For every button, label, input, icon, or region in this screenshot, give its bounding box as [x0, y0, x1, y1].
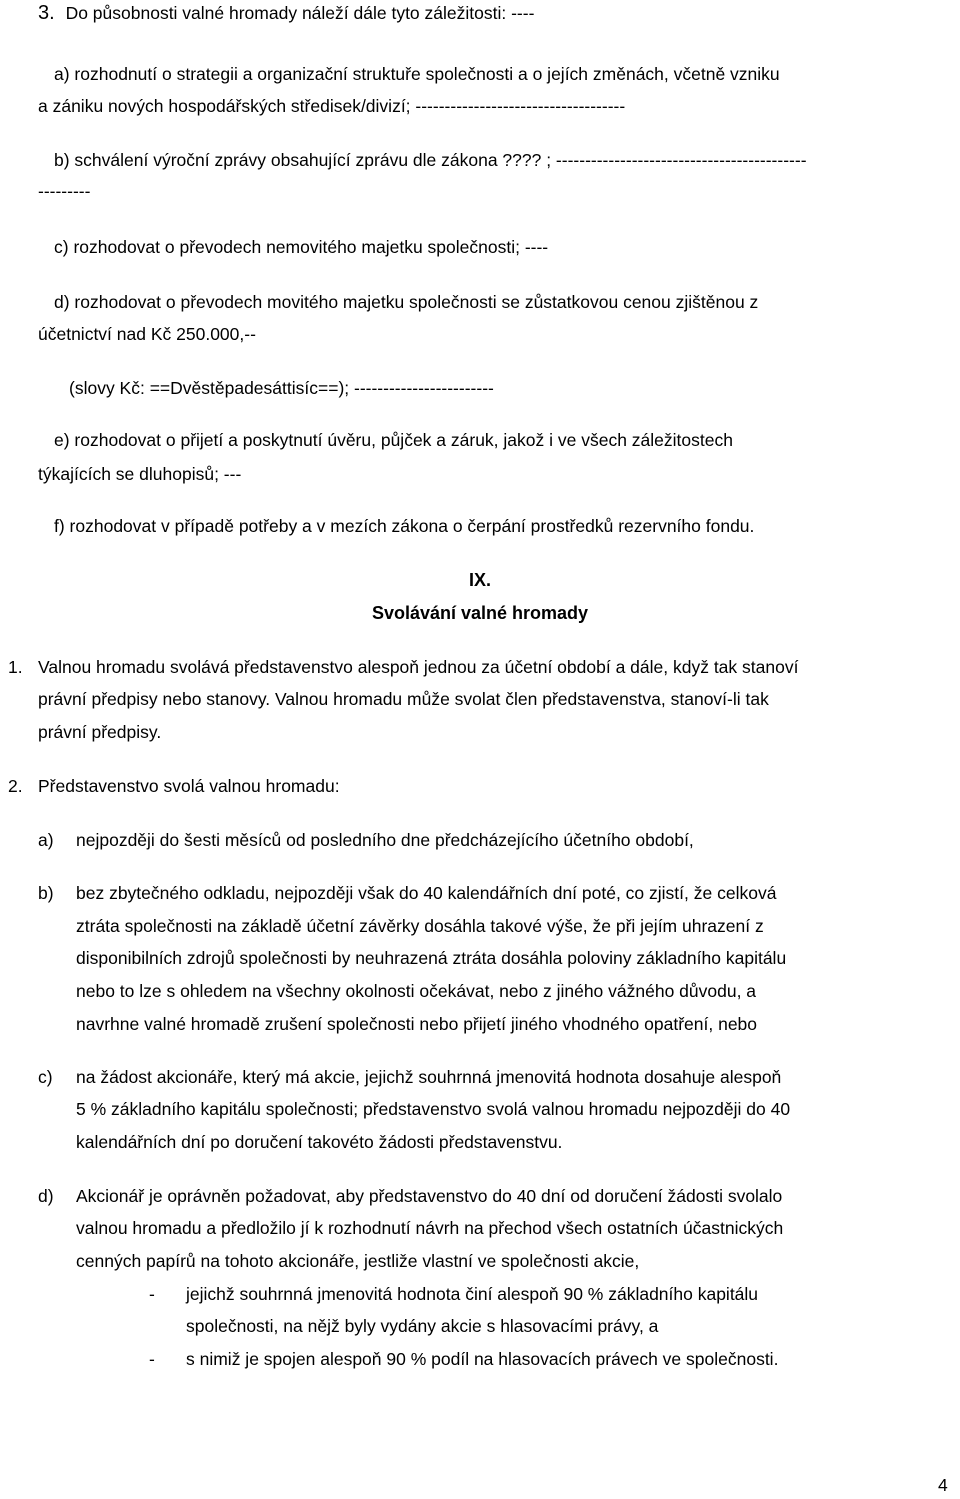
subitem-d-line-2: valnou hromadu a předložilo jí k rozhodnutí návrh na přechod všech ostatních účastnických: [76, 1218, 784, 1238]
item-b-line-2: ---------: [38, 181, 91, 201]
subitem-d-line-1: Akcionář je oprávněn požadovat, aby představenstvo do 40 dní od doručení žádosti svolalo: [76, 1186, 783, 1206]
page-number: 4: [938, 1475, 948, 1495]
item-slovy-line: (slovy Kč: ==Dvěstěpadesáttisíc==); ------------------------: [69, 378, 494, 398]
para1-line-3: právní předpisy.: [38, 722, 162, 742]
intro-line: [38, 2, 534, 24]
subitem-d-letter: d): [38, 1186, 54, 1206]
item-b-line-1: b) schválení výroční zprávy obsahující zprávu dle zákona ???? ; -------------------------------------------: [54, 150, 807, 170]
item-d-line-1: d) rozhodovat o převodech movitého majetku společnosti se zůstatkovou cenou zjištěnou z: [54, 292, 759, 312]
intro-text: Do působnosti valné hromady náleží dále tyto záležitosti: ----: [65, 3, 535, 23]
item-e-line-2: týkajících se dluhopisů; ---: [38, 464, 242, 484]
subitem-c-letter: c): [38, 1067, 53, 1087]
subitem-a-letter: a): [38, 830, 54, 850]
subitem-c-line-2: 5 % základního kapitálu společnosti; představenstvo svolá valnou hromadu nejpozději do 40: [76, 1099, 791, 1119]
intro-number: 3.: [38, 2, 55, 24]
subitem-b-line-1: bez zbytečného odkladu, nejpozději však do 40 kalendářních dní poté, co zjistí, že celková: [76, 883, 777, 903]
para1-line-1: Valnou hromadu svolává představenstvo alespoň jednou za účetní období a dále, když tak stanoví: [38, 657, 799, 677]
subitem-a-line-1: nejpozději do šesti měsíců od posledního dne předcházejícího účetního období,: [76, 830, 694, 850]
item-a-line-2: a zániku nových hospodářských středisek/divizí; ------------------------------------: [38, 96, 626, 116]
subitem-b-line-5: navrhne valné hromadě zrušení společnosti nebo přijetí jiného vhodného opatření, nebo: [76, 1014, 758, 1034]
bullet-2-dash: -: [149, 1349, 155, 1369]
bullet-2-line-1: s nimiž je spojen alespoň 90 % podíl na hlasovacích právech ve společnosti.: [186, 1349, 779, 1369]
subitem-c-line-3: kalendářních dní po doručení takovéto žádosti představenstvu.: [76, 1132, 563, 1152]
section-number: IX.: [468, 570, 491, 590]
para1-number: 1.: [8, 657, 23, 677]
subitem-d-line-3: cenných papírů na tohoto akcionáře, jestliže vlastní ve společnosti akcie,: [76, 1251, 640, 1271]
subitem-b-line-2: ztráta společnosti na základě účetní závěrky dosáhla takové výše, že při jejím uhrazení z: [76, 916, 764, 936]
item-f-line-1: f) rozhodovat v případě potřeby a v mezích zákona o čerpání prostředků rezervního fondu.: [54, 516, 755, 536]
subitem-b-line-4: nebo to lze s ohledem na všechny okolnosti očekávat, nebo z jiného vážného důvodu, a: [76, 981, 757, 1001]
subitem-b-letter: b): [38, 883, 54, 903]
item-d-line-2: účetnictví nad Kč 250.000,--: [38, 324, 256, 344]
item-c-line-1: c) rozhodovat o převodech nemovitého majetku společnosti; ----: [54, 237, 549, 257]
para2-number: 2.: [8, 776, 23, 796]
subitem-c-line-1: na žádost akcionáře, který má akcie, jejichž souhrnná jmenovitá hodnota dosahuje alespoň: [76, 1067, 782, 1087]
bullet-1-line-1: jejichž souhrnná jmenovitá hodnota činí alespoň 90 % základního kapitálu: [186, 1284, 759, 1304]
item-a-line-1: a) rozhodnutí o strategii a organizační struktuře společnosti a o jejích změnách, včetně vzniku: [54, 64, 780, 84]
para2-line-1: Představenstvo svolá valnou hromadu:: [38, 776, 340, 796]
section-title: Svolávání valné hromady: [371, 603, 589, 623]
bullet-1-dash: -: [149, 1284, 155, 1304]
subitem-b-line-3: disponibilních zdrojů společnosti by neuhrazená ztráta dosáhla poloviny základního kapitálu: [76, 948, 787, 968]
item-e-line-1: e) rozhodovat o přijetí a poskytnutí úvěru, půjček a záruk, jakož i ve všech záležitostech: [54, 430, 733, 450]
bullet-1-line-2: společnosti, na nějž byly vydány akcie s hlasovacími právy, a: [186, 1316, 659, 1336]
para1-line-2: právní předpisy nebo stanovy. Valnou hromadu může svolat člen představenstva, stanoví-li tak: [38, 689, 769, 709]
